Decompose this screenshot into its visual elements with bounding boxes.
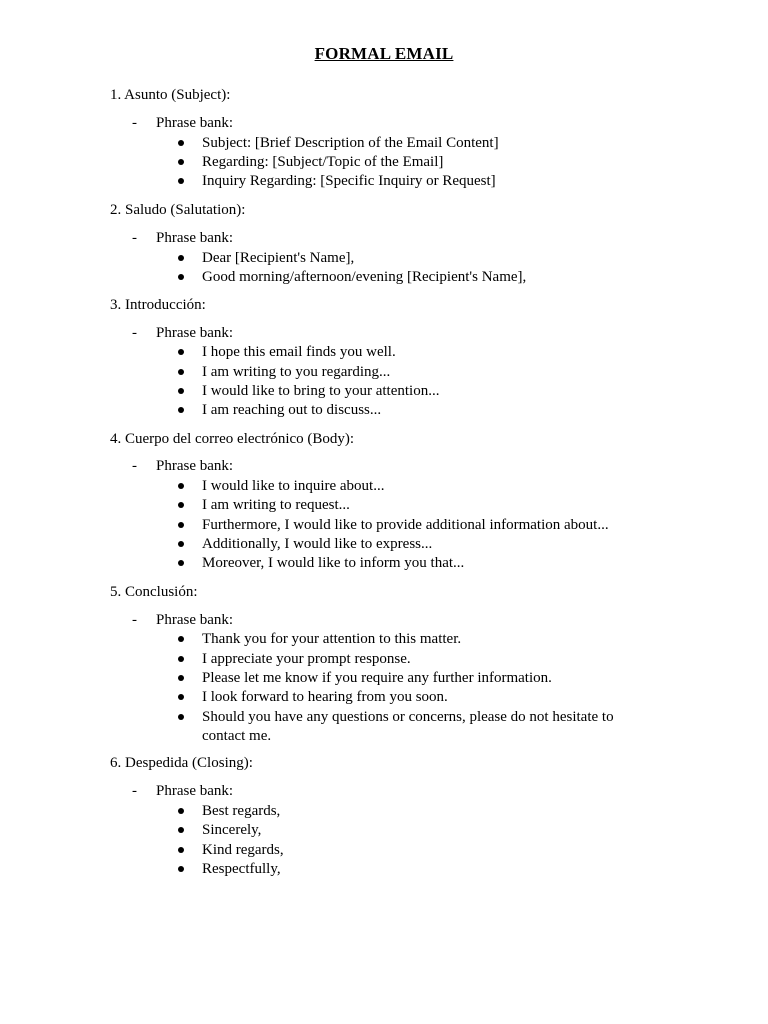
list-item: Thank you for your attention to this matter. bbox=[202, 631, 462, 647]
list-item: Kind regards, bbox=[202, 842, 284, 858]
bullet-icon bbox=[178, 554, 186, 562]
phrase-bank-label: Phrase bank: bbox=[156, 230, 234, 246]
section-heading: 4. Cuerpo del correo electrónico (Body): bbox=[110, 431, 355, 447]
list-item: I hope this email finds you well. bbox=[202, 344, 396, 360]
document-title: FORMAL EMAIL bbox=[314, 44, 454, 63]
dash-marker: - bbox=[132, 783, 137, 799]
list-item: Respectfully, bbox=[202, 861, 281, 877]
list-item: Inquiry Regarding: [Specific Inquiry or Request] bbox=[202, 173, 496, 189]
section-heading: 3. Introducción: bbox=[110, 297, 206, 313]
list-item: Please let me know if you require any further information. bbox=[202, 670, 552, 686]
phrase-bank-label: Phrase bank: bbox=[156, 115, 234, 131]
list-item: I look forward to hearing from you soon. bbox=[202, 689, 448, 705]
bullet-icon bbox=[178, 630, 186, 638]
bullet-icon bbox=[178, 382, 186, 390]
section-heading: 5. Conclusión: bbox=[110, 584, 198, 600]
phrase-bank-label: Phrase bank: bbox=[156, 612, 234, 628]
list-item: Furthermore, I would like to provide additional information about... bbox=[202, 517, 609, 533]
dash-marker: - bbox=[132, 458, 137, 474]
bullet-icon bbox=[178, 535, 186, 543]
list-item: I would like to inquire about... bbox=[202, 478, 385, 494]
list-item: I am writing to request... bbox=[202, 497, 350, 513]
list-item: Additionally, I would like to express... bbox=[202, 536, 433, 552]
section-heading: 6. Despedida (Closing): bbox=[110, 755, 253, 771]
bullet-icon bbox=[178, 268, 186, 276]
bullet-icon bbox=[178, 841, 186, 849]
bullet-icon bbox=[178, 249, 186, 257]
bullet-icon bbox=[178, 708, 186, 716]
phrase-bank-label: Phrase bank: bbox=[156, 458, 234, 474]
phrase-bank-label: Phrase bank: bbox=[156, 325, 234, 341]
dash-marker: - bbox=[132, 230, 137, 246]
phrase-bank-label: Phrase bank: bbox=[156, 783, 234, 799]
list-item: I am reaching out to discuss... bbox=[202, 402, 382, 418]
bullet-icon bbox=[178, 688, 186, 696]
list-item: Regarding: [Subject/Topic of the Email] bbox=[202, 154, 444, 170]
bullet-icon bbox=[178, 134, 186, 142]
list-item: Sincerely, bbox=[202, 822, 262, 838]
bullet-icon bbox=[178, 153, 186, 161]
bullet-icon bbox=[178, 343, 186, 351]
bullet-icon bbox=[178, 363, 186, 371]
list-item: Moreover, I would like to inform you that... bbox=[202, 555, 465, 571]
bullet-icon bbox=[178, 516, 186, 524]
list-item: I am writing to you regarding... bbox=[202, 364, 391, 380]
list-item: Subject: [Brief Description of the Email Content] bbox=[202, 135, 499, 151]
dash-marker: - bbox=[132, 325, 137, 341]
list-item: Best regards, bbox=[202, 803, 281, 819]
section-heading: 1. Asunto (Subject): bbox=[110, 87, 231, 103]
dash-marker: - bbox=[132, 612, 137, 628]
bullet-icon bbox=[178, 172, 186, 180]
list-item: Dear [Recipient's Name], bbox=[202, 250, 355, 266]
list-item: I would like to bring to your attention... bbox=[202, 383, 440, 399]
bullet-icon bbox=[178, 821, 186, 829]
bullet-icon bbox=[178, 860, 186, 868]
bullet-icon bbox=[178, 401, 186, 409]
list-item: Good morning/afternoon/evening [Recipient's Name], bbox=[202, 269, 527, 285]
list-item: Should you have any questions or concerns, please do not hesitate to contact me. bbox=[202, 709, 614, 744]
dash-marker: - bbox=[132, 115, 137, 131]
bullet-icon bbox=[178, 650, 186, 658]
list-item: I appreciate your prompt response. bbox=[202, 651, 411, 667]
bullet-icon bbox=[178, 669, 186, 677]
bullet-icon bbox=[178, 802, 186, 810]
bullet-icon bbox=[178, 477, 186, 485]
bullet-icon bbox=[178, 496, 186, 504]
section-heading: 2. Saludo (Salutation): bbox=[110, 202, 246, 218]
